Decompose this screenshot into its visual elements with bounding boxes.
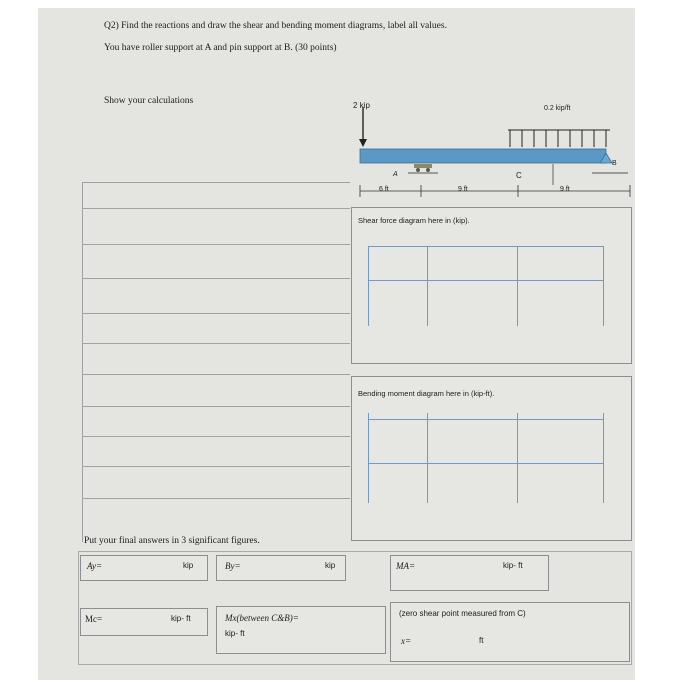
point-load-arrowhead bbox=[359, 139, 367, 147]
mx-label: Mx(between C&B)= bbox=[225, 613, 299, 623]
calc-line bbox=[82, 208, 350, 209]
calc-line bbox=[82, 278, 350, 279]
grid-line bbox=[603, 246, 604, 326]
zero-shear-note: (zero shear point measured from C) bbox=[399, 609, 526, 618]
calc-left-border bbox=[82, 182, 83, 542]
dimension-label: 6 ft bbox=[379, 186, 389, 193]
by-unit: kip bbox=[325, 561, 336, 570]
grid-line bbox=[427, 246, 428, 326]
calc-line bbox=[82, 466, 350, 467]
grid-line bbox=[368, 246, 369, 326]
calc-line bbox=[82, 374, 350, 375]
mx-answer-box[interactable] bbox=[216, 606, 386, 654]
ma-unit: kip- ft bbox=[503, 561, 523, 570]
x-label: x= bbox=[401, 636, 412, 646]
mc-answer-box[interactable] bbox=[80, 608, 208, 636]
beam bbox=[360, 149, 606, 163]
grid-line bbox=[517, 246, 518, 326]
ay-label: Ay= bbox=[87, 561, 103, 571]
ma-answer-box[interactable] bbox=[390, 555, 549, 591]
grid-line bbox=[427, 413, 428, 503]
shear-diagram-box[interactable] bbox=[351, 207, 632, 364]
question-line-1: Q2) Find the reactions and draw the shear and bending moment diagrams, label all values. bbox=[104, 21, 447, 31]
calc-line bbox=[82, 343, 350, 344]
point-b-label: B bbox=[612, 160, 617, 167]
mc-label: Mc= bbox=[85, 614, 103, 624]
grid-line bbox=[517, 413, 518, 503]
dimension-label: 9 ft bbox=[458, 186, 468, 193]
question-line-2: You have roller support at A and pin support at B. (30 points) bbox=[104, 43, 337, 53]
x-unit: ft bbox=[479, 636, 484, 645]
grid-line bbox=[368, 280, 604, 281]
grid-line bbox=[603, 413, 604, 503]
calc-line bbox=[82, 182, 350, 183]
mx-unit: kip- ft bbox=[225, 629, 245, 638]
grid-line bbox=[368, 419, 604, 420]
point-load-label: 2 kip bbox=[353, 101, 370, 110]
ma-label: MA= bbox=[396, 561, 416, 571]
grid-line bbox=[368, 413, 369, 503]
by-answer-box[interactable] bbox=[216, 555, 346, 581]
distributed-load-label: 0.2 kip/ft bbox=[544, 105, 571, 112]
point-c-label: C bbox=[516, 171, 522, 180]
final-answers-label: Put your final answers in 3 significant figures. bbox=[84, 536, 260, 546]
calc-line bbox=[82, 498, 350, 499]
ay-answer-box[interactable] bbox=[80, 555, 208, 581]
roller-support-a bbox=[414, 164, 432, 168]
x-answer-box[interactable] bbox=[390, 602, 630, 662]
calculations-label: Show your calculations bbox=[104, 96, 194, 106]
moment-diagram-box[interactable] bbox=[351, 376, 632, 541]
grid-line bbox=[368, 463, 604, 464]
calc-line bbox=[82, 313, 350, 314]
point-a-label: A bbox=[393, 171, 398, 178]
moment-diagram-title: Bending moment diagram here in (kip-ft). bbox=[358, 389, 495, 398]
distributed-load-arrows bbox=[510, 130, 606, 147]
calc-line bbox=[82, 244, 350, 245]
worksheet bbox=[38, 8, 635, 680]
mc-unit: kip- ft bbox=[171, 614, 191, 623]
shear-diagram-title: Shear force diagram here in (kip). bbox=[358, 216, 470, 225]
calc-line bbox=[82, 436, 350, 437]
ay-unit: kip bbox=[183, 561, 194, 570]
dimension-label: 9 ft bbox=[560, 186, 570, 193]
calc-line bbox=[82, 406, 350, 407]
by-label: By= bbox=[225, 561, 241, 571]
grid-line bbox=[368, 246, 604, 247]
